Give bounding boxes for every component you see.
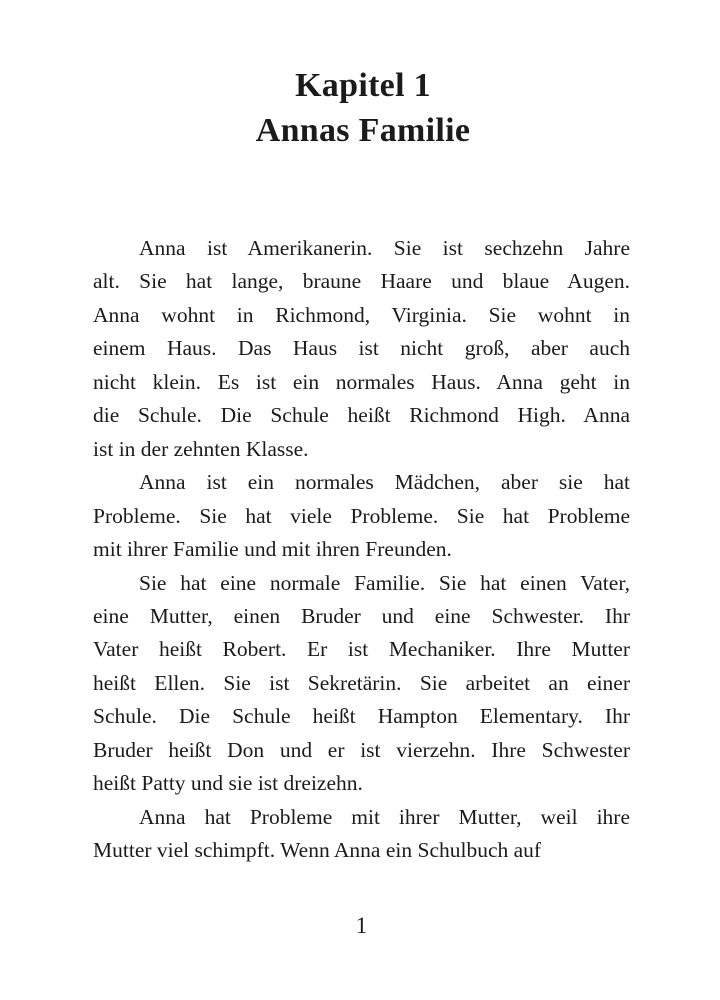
text-line: Bruder heißt Don und er ist vierzehn. Ihre Schwester bbox=[93, 737, 630, 762]
text-line: einem Haus. Das Haus ist nicht groß, aber auch bbox=[93, 336, 630, 361]
page-footer bbox=[93, 911, 630, 941]
text-line: Anna ist Amerikanerin. Sie ist sechzehn Jahre bbox=[139, 236, 630, 260]
text-line: die Schule. Die Schule heißt Richmond High. Anna bbox=[93, 403, 630, 428]
text-line: nicht klein. Es ist ein normales Haus. Anna geht in bbox=[93, 369, 630, 394]
text-line: Probleme. Sie hat viele Probleme. Sie hat Probleme bbox=[93, 503, 630, 528]
paragraph bbox=[93, 466, 630, 566]
text-line: Mutter viel schimpft. Wenn Anna ein Schulbuch auf bbox=[93, 838, 542, 863]
chapter-number: Kapitel 1 bbox=[295, 67, 431, 104]
text-line: eine Mutter, einen Bruder und eine Schwester. Ihr bbox=[93, 603, 630, 628]
text-line: Schule. Die Schule heißt Hampton Elementary. Ihr bbox=[93, 704, 630, 729]
text-line: Anna ist ein normales Mädchen, aber sie hat bbox=[139, 470, 630, 495]
text-line: ist in der zehnten Klasse. bbox=[93, 436, 309, 461]
text-line: Sie hat eine normale Familie. Sie hat einen Vater, bbox=[139, 570, 630, 595]
chapter-heading bbox=[93, 63, 633, 153]
text-line: alt. Sie hat lange, braune Haare und blaue Augen. bbox=[93, 269, 630, 294]
body-text bbox=[93, 232, 630, 868]
text-line: mit ihrer Familie und mit ihren Freunden. bbox=[93, 537, 452, 562]
text-line: heißt Patty und sie ist dreizehn. bbox=[93, 771, 363, 796]
page-number: 1 bbox=[355, 913, 368, 938]
text-line: Vater heißt Robert. Er ist Mechaniker. Ihre Mutter bbox=[93, 637, 630, 662]
paragraph bbox=[93, 232, 630, 466]
text-line: heißt Ellen. Sie ist Sekretärin. Sie arbeitet an einer bbox=[93, 670, 630, 695]
text-line: Anna hat Probleme mit ihrer Mutter, weil ihre bbox=[139, 804, 630, 829]
paragraph bbox=[93, 567, 630, 801]
paragraph bbox=[93, 801, 630, 868]
text-line: Anna wohnt in Richmond, Virginia. Sie wohnt in bbox=[93, 302, 630, 327]
chapter-title: Annas Familie bbox=[255, 112, 471, 149]
